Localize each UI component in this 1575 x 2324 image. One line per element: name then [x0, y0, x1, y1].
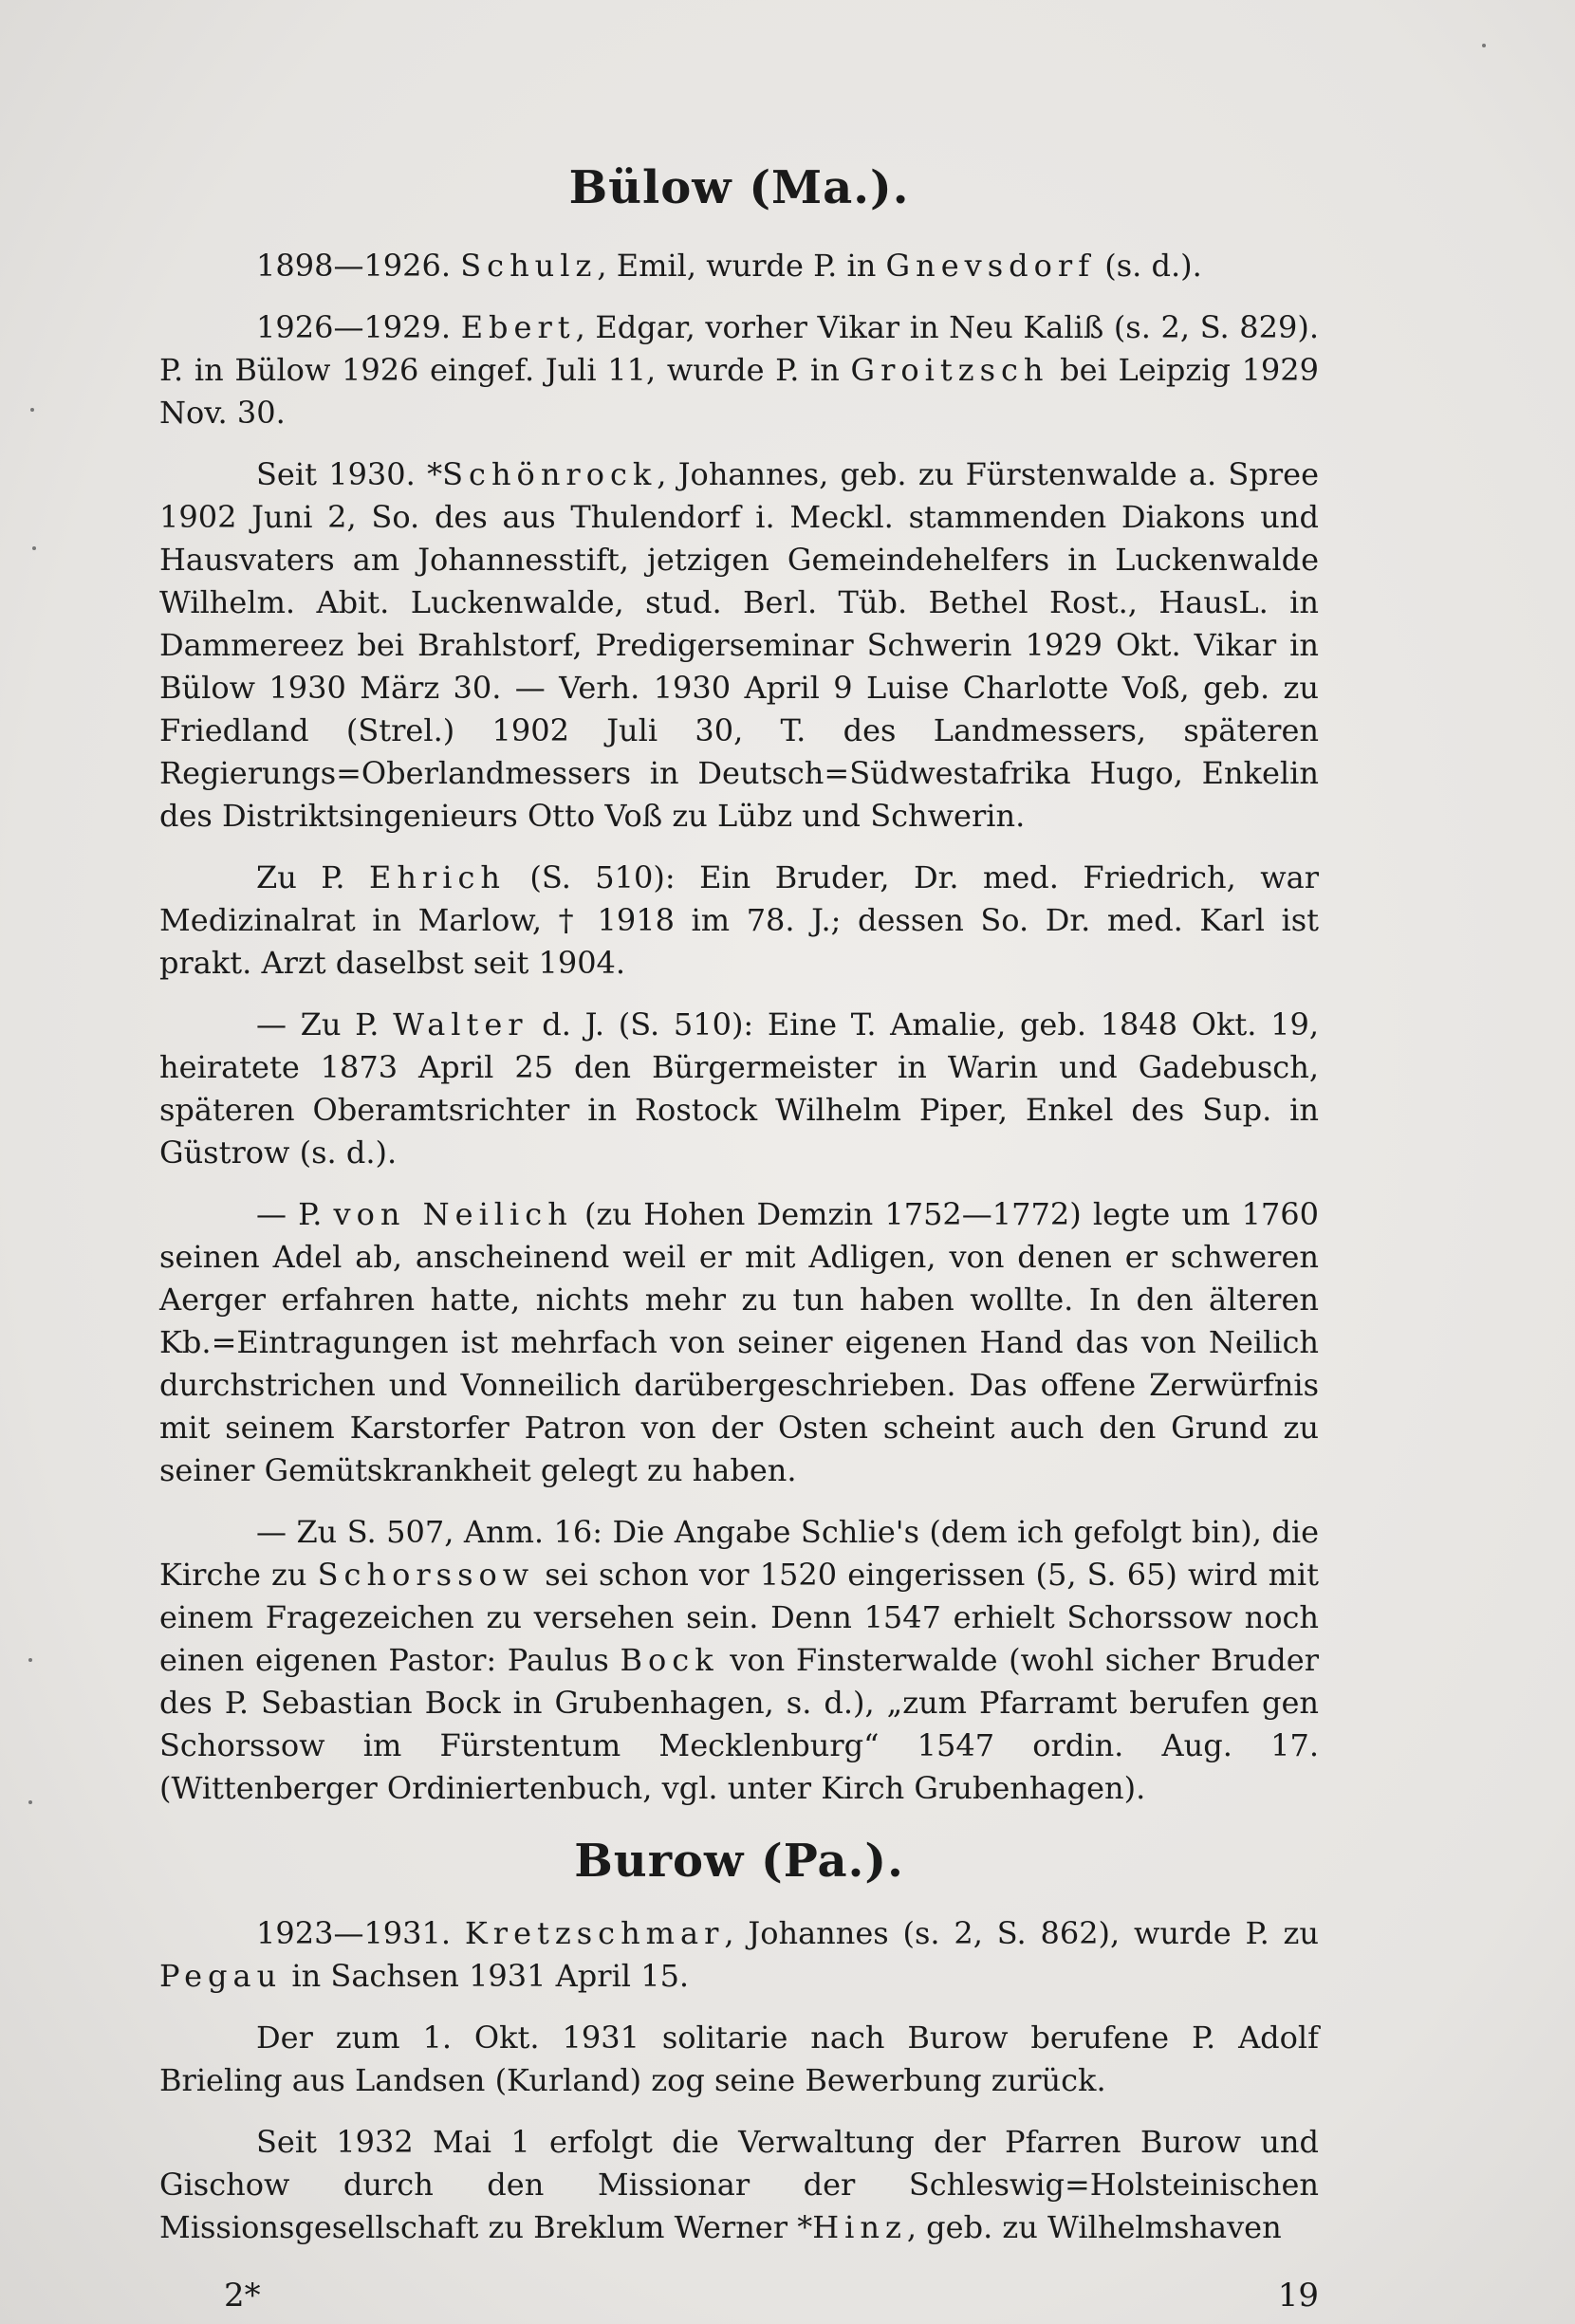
place-name: Groitzsch	[850, 352, 1049, 388]
section-title-burow: Burow (Pa.).	[574, 1835, 904, 1888]
pastor-name: Ehrich	[368, 859, 506, 895]
pastor-name: Bock	[620, 1642, 719, 1678]
entry-paragraph: 1898—1926. Schulz, Emil, wurde P. in Gnevsdorf (s. d.).	[256, 248, 1202, 284]
scan-speck	[28, 1800, 32, 1804]
note-paragraph: Der zum 1. Okt. 1931 solitarie nach Burow berufene P. Adolf Brieling aus Landsen (Kurland) zog seine Bewerbung zurück.	[159, 2020, 1319, 2098]
entry-paragraph: Seit 1930. *Schönrock, Johannes, geb. zu Fürstenwalde a. Spree 1902 Juni 2, So. des aus Thulendorf i. Meckl. stammenden Diakons und Hausvaters am Johannesstift, jetzigen Gemeindehelfers in Luckenwalde Wilhelm. Abit. Luckenwalde, stud. Berl. Tüb. Bethel Rost., HausL. in Dammereez bei Brahlstorf, Predigerseminar Schwerin 1929 Okt. Vikar in Bülow 1930 März 30. — Verh. 1930 April 9 Luise Charlotte Voß, geb. zu Friedland (Strel.) 1902 Juli 30, T. des Landmessers, späteren Regierungs=Oberlandmessers in Deutsch=Südwestafrika Hugo, Enkelin des Distriktsingenieurs Otto Voß zu Lübz und Schwerin.	[159, 456, 1320, 834]
entry-paragraph: Seit 1932 Mai 1 erfolgt die Verwaltung der Pfarren Burow und Gischow durch den Missionar der Schleswig=Holsteinischen Missionsgesellschaft zu Breklum Werner *Hinz, geb. zu Wilhelmshaven	[159, 2124, 1319, 2245]
pastor-name: Schönrock	[442, 456, 658, 492]
pastor-name: Schulz	[460, 248, 598, 284]
note-paragraph: — P. von Neilich (zu Hohen Demzin 1752—1772) legte um 1760 seinen Adel ab, anscheinend weil er mit Adligen, von denen er schweren Aerger erfahren hatte, nichts mehr zu tun haben wollte. In den älteren Kb.=Eintragungen ist mehrfach von seiner eigenen Hand das von Neilich durchstrichen und Vonneilich darübergeschrieben. Das offene Zerwürfnis mit seinem Karstorfer Patron von der Osten scheint auch den Grund zu seiner Gemütskrankheit gelegt zu haben.	[159, 1196, 1320, 1488]
pastor-name: Hinz	[812, 2209, 907, 2245]
scan-speck	[28, 1658, 32, 1662]
pastor-name: Ebert	[460, 309, 576, 345]
section-title-buelow: Bülow (Ma.).	[568, 161, 910, 214]
note-paragraph: Zu P. Ehrich (S. 510): Ein Bruder, Dr. med. Friedrich, war Medizinalrat in Marlow, † 1918 im 78. J.; dessen So. Dr. med. Karl ist prakt. Arzt daselbst seit 1904.	[159, 859, 1320, 981]
scan-speck	[32, 546, 36, 550]
scan-speck	[1482, 44, 1486, 47]
place-name: Gnevsdorf	[885, 248, 1096, 284]
place-name: Schorssow	[317, 1557, 535, 1593]
page-number: 19	[1277, 2277, 1319, 2315]
signature-mark: 2*	[224, 2277, 261, 2315]
pastor-name: Kretzschmar	[464, 1915, 725, 1951]
entry-paragraph: 1926—1929. Ebert, Edgar, vorher Vikar in Neu Kaliß (s. 2, S. 829). P. in Bülow 1926 eingef. Juli 11, wurde P. in Groitzsch bei Leipzig 1929 Nov. 30.	[159, 309, 1320, 431]
pastor-name: Walter	[393, 1006, 528, 1042]
note-paragraph: — Zu P. Walter d. J. (S. 510): Eine T. Amalie, geb. 1848 Okt. 19, heiratete 1873 April 25 den Bürgermeister in Warin und Gadebusch, späteren Oberamtsrichter in Rostock Wilhelm Piper, Enkel des Sup. in Güstrow (s. d.).	[159, 1006, 1320, 1171]
scan-speck	[30, 408, 34, 412]
place-name: Pegau	[159, 1958, 283, 1994]
note-paragraph: — Zu S. 507, Anm. 16: Die Angabe Schlie's (dem ich gefolgt bin), die Kirche zu Schorssow sei schon vor 1520 eingerissen (5, S. 65) wird mit einem Fragezeichen zu versehen sein. Denn 1547 erhielt Schorssow noch einen eigenen Pastor: Paulus Bock von Finsterwalde (wohl sicher Bruder des P. Sebastian Bock in Grubenhagen, s. d.), „zum Pfarramt berufen gen Schorssow im Fürstentum Mecklenburg“ 1547 ordin. Aug. 17. (Wittenberger Ordiniertenbuch, vgl. unter Kirch Grubenhagen).	[159, 1514, 1320, 1806]
entry-paragraph: 1923—1931. Kretzschmar, Johannes (s. 2, S. 862), wurde P. zu Pegau in Sachsen 1931 April 15.	[159, 1915, 1320, 1994]
pastor-name: von Neilich	[333, 1196, 573, 1232]
text-block	[159, 152, 1319, 2268]
